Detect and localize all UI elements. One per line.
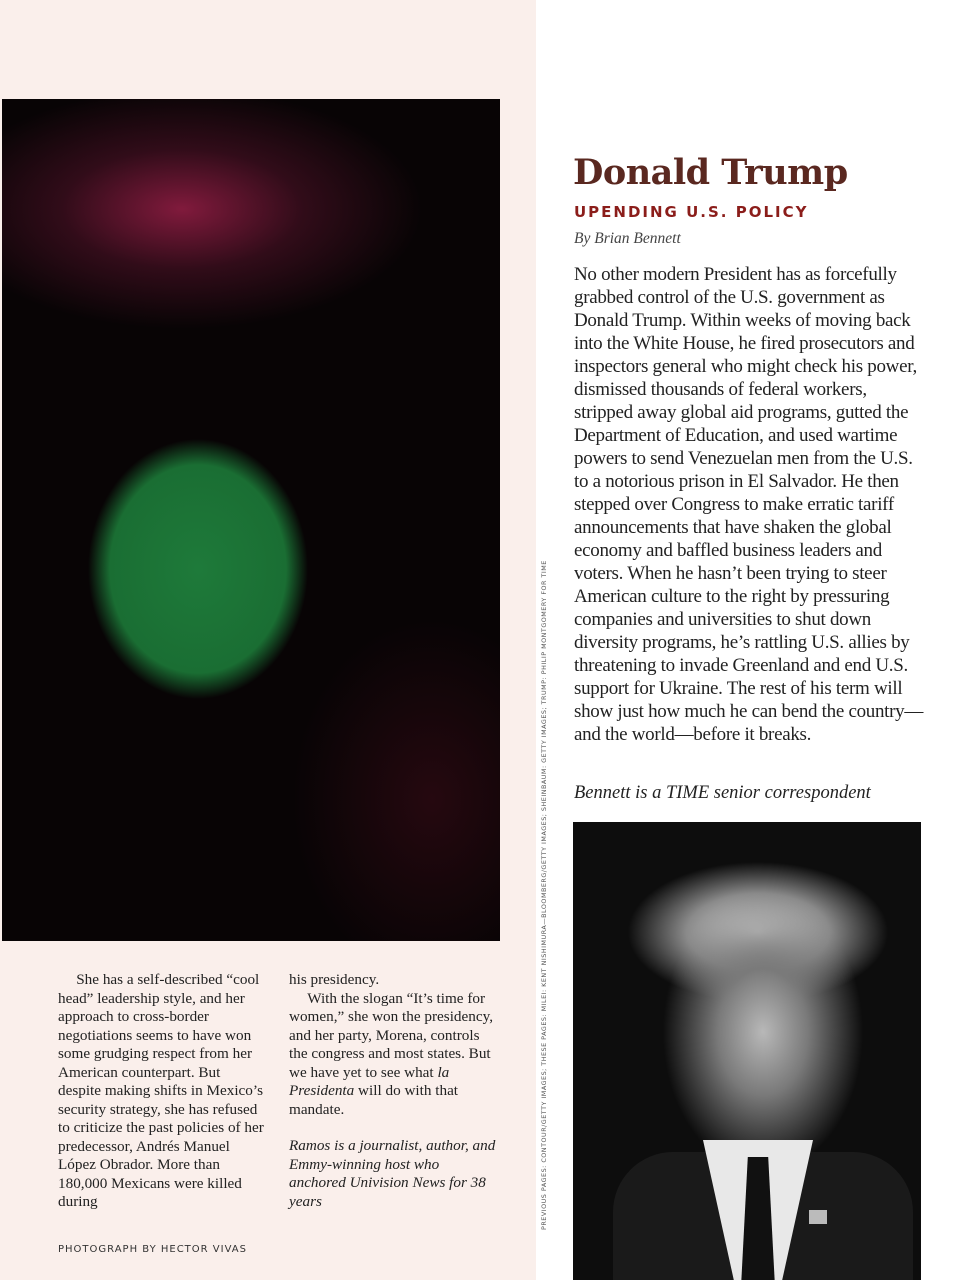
bennett-bio: Bennett is a TIME senior correspondent xyxy=(574,783,871,803)
sheinbaum-photo xyxy=(2,99,500,941)
trump-portrait xyxy=(573,822,921,1280)
article-column-1 xyxy=(58,971,264,1212)
column-1-text: She has a self-described “cool head” leadership style, and her approach to cross-border negotiations seems to have won some grudging respect from her American counterpart. But despite making shifts in Mexico’s security strategy, she has refused to criticize the past policies of her predecessor, Andrés Manuel López Obrador. More than 180,000 Mexicans were killed during xyxy=(58,971,264,1210)
profile-subhead: UPENDING U.S. POLICY xyxy=(574,203,809,221)
column-2-text-b: will do with that mandate. xyxy=(289,1082,459,1118)
column-2-paragraph-2 xyxy=(289,990,499,1120)
byline: By Brian Bennett xyxy=(574,230,681,247)
profile-name: Donald Trump xyxy=(573,152,848,193)
ramos-bio: Ramos is a journalist, author, and Emmy-winning host who anchored Univision News for 38 years xyxy=(289,1137,496,1210)
vertical-photo-credits: PREVIOUS PAGES: CONTOUR/GETTY IMAGES; THESE PAGES: MILEI: KENT NISHIMURA—BLOOMBERG/GETTY IMAGES; SHEINBAUM: GETTY IMAGES; TRUMP: PHILIP MONTGOMERY FOR TIME xyxy=(540,560,548,1230)
profile-body: No other modern President has as forcefully grabbed control of the U.S. government as Donald Trump. Within weeks of moving back into the White House, he fired prosecutors and inspectors general who might check his power, dismissed thousands of federal workers, stripped away global aid programs, gutted the Department of Education, and used wartime powers to send Venezuelan men from the U.S. to a notorious prison in El Salvador. He then stepped over Congress to make erratic tariff announcements that have shaken the global economy and baffled business leaders and voters. When he hasn’t been trying to steer American culture to the right by pressuring companies and universities to shut down diversity programs, he’s rattling U.S. allies by threatening to invade Greenland and end U.S. support for Ukraine. The rest of his term will show just how much he can bend the country—and the world—before it breaks. xyxy=(574,264,924,745)
column-2-paragraph-1: his presidency. xyxy=(289,971,380,988)
photo-credit: PHOTOGRAPH BY HECTOR VIVAS xyxy=(58,1244,247,1255)
flag-pin-icon xyxy=(809,1210,827,1224)
column-2-text-a: With the slogan “It’s time for women,” she won the presidency, and her party, Morena, controls the congress and most states. But we have yet to see what xyxy=(289,989,493,1081)
column-2-emphasis: la Presidenta xyxy=(289,1063,450,1099)
article-column-2 xyxy=(289,971,499,1211)
